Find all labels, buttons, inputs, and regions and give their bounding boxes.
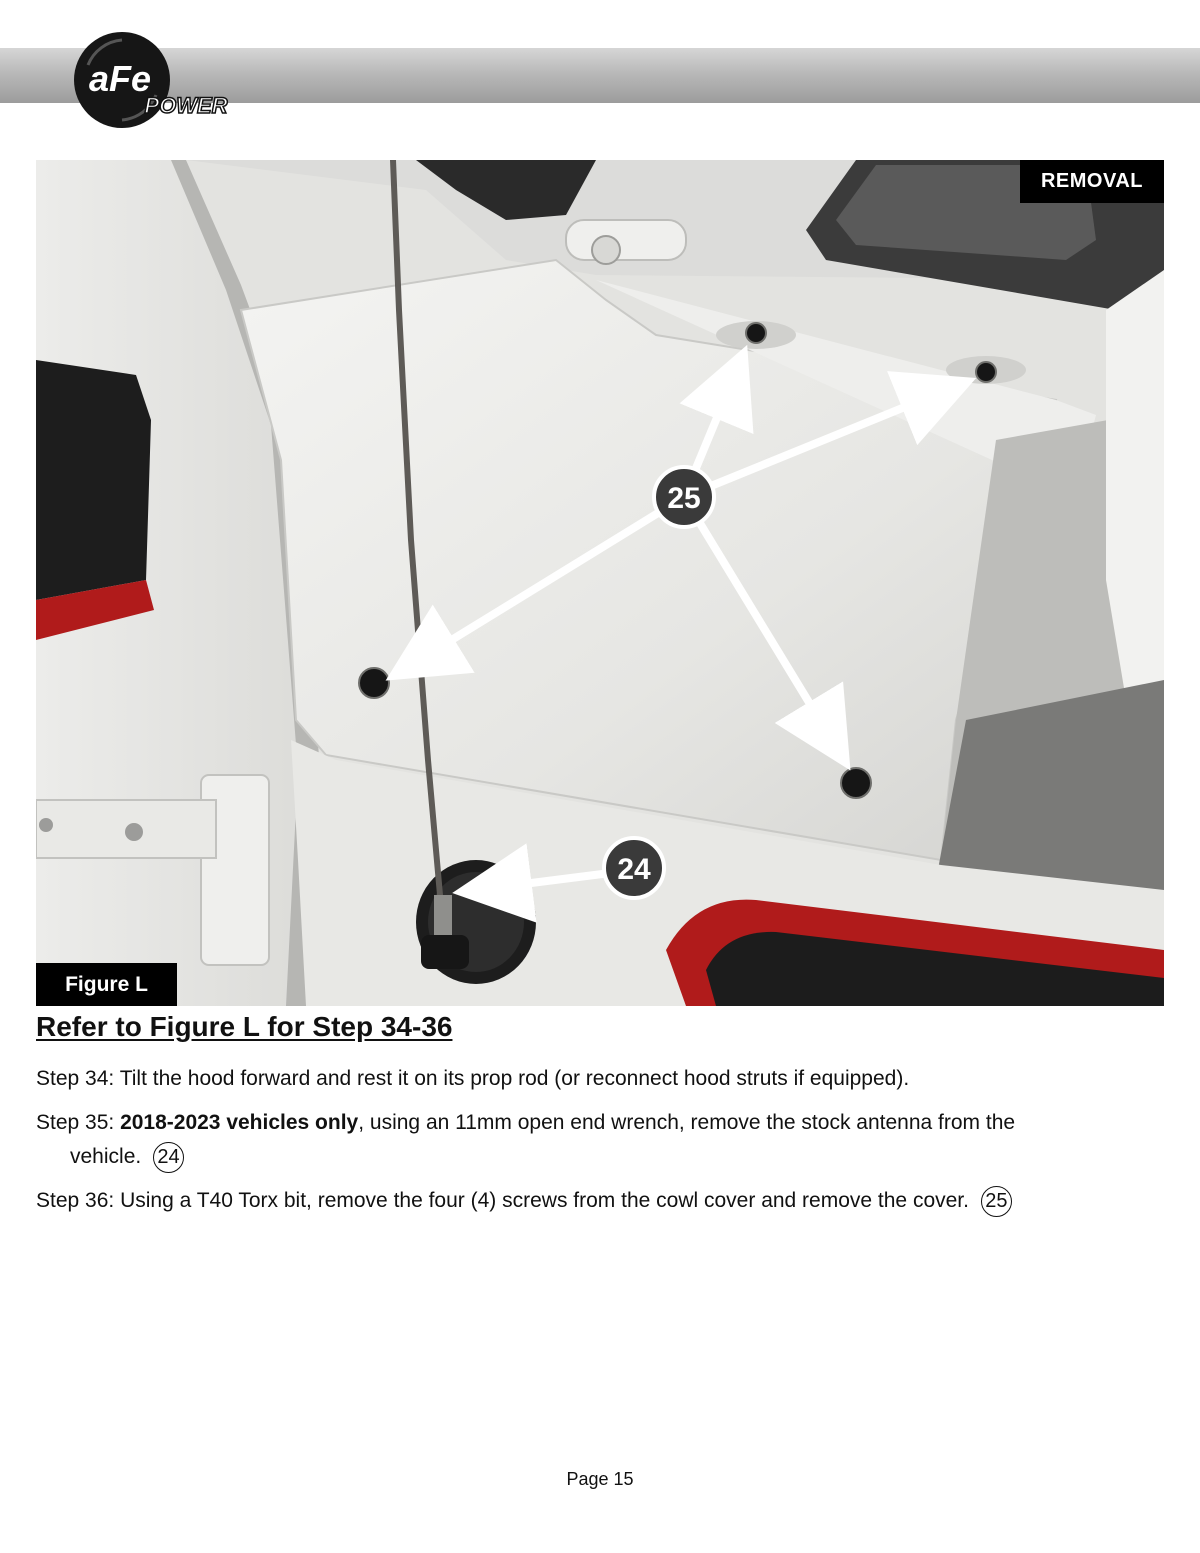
- section-title: Refer to Figure L for Step 34-36: [36, 1011, 453, 1042]
- step-prefix: Step 35:: [36, 1111, 121, 1134]
- step-text: , using an 11mm open end wrench, remove the stock antenna from the: [358, 1111, 1016, 1134]
- logo-text-sub: POWER: [144, 93, 228, 118]
- removal-tag: REMOVAL: [1020, 160, 1164, 203]
- step-36: [36, 1184, 1166, 1218]
- svg-text:25: 25: [667, 482, 701, 515]
- step-text: Using a T40 Torx bit, remove the four (4) screws from the cowl cover and remove the cover.: [120, 1189, 969, 1212]
- vehicle-cowl-illustration: [36, 160, 1164, 1006]
- step-text: Tilt the hood forward and rest it on its prop rod (or reconnect hood struts if equipped).: [119, 1067, 910, 1090]
- figure-photo: [36, 160, 1164, 1006]
- step-prefix: Step 34:: [36, 1067, 120, 1090]
- step-prefix: Step 36:: [36, 1189, 121, 1212]
- callout-ref-25: 25: [981, 1186, 1012, 1217]
- page-number: Page 15: [566, 1469, 634, 1489]
- steps-list: [36, 1062, 1166, 1228]
- svg-text:24: 24: [617, 853, 651, 886]
- callout-ref-24: 24: [153, 1142, 184, 1173]
- step-continuation: vehicle. 24: [36, 1140, 1166, 1174]
- step-emphasis: 2018-2023 vehicles only: [120, 1111, 359, 1134]
- step-35: [36, 1106, 1166, 1174]
- afe-power-logo: [68, 25, 238, 135]
- logo-text-main: aFe: [88, 58, 152, 99]
- step-34: [36, 1062, 1166, 1096]
- callout-24: [604, 838, 664, 898]
- figure-label: Figure L: [36, 963, 177, 1006]
- callout-25: [654, 467, 714, 527]
